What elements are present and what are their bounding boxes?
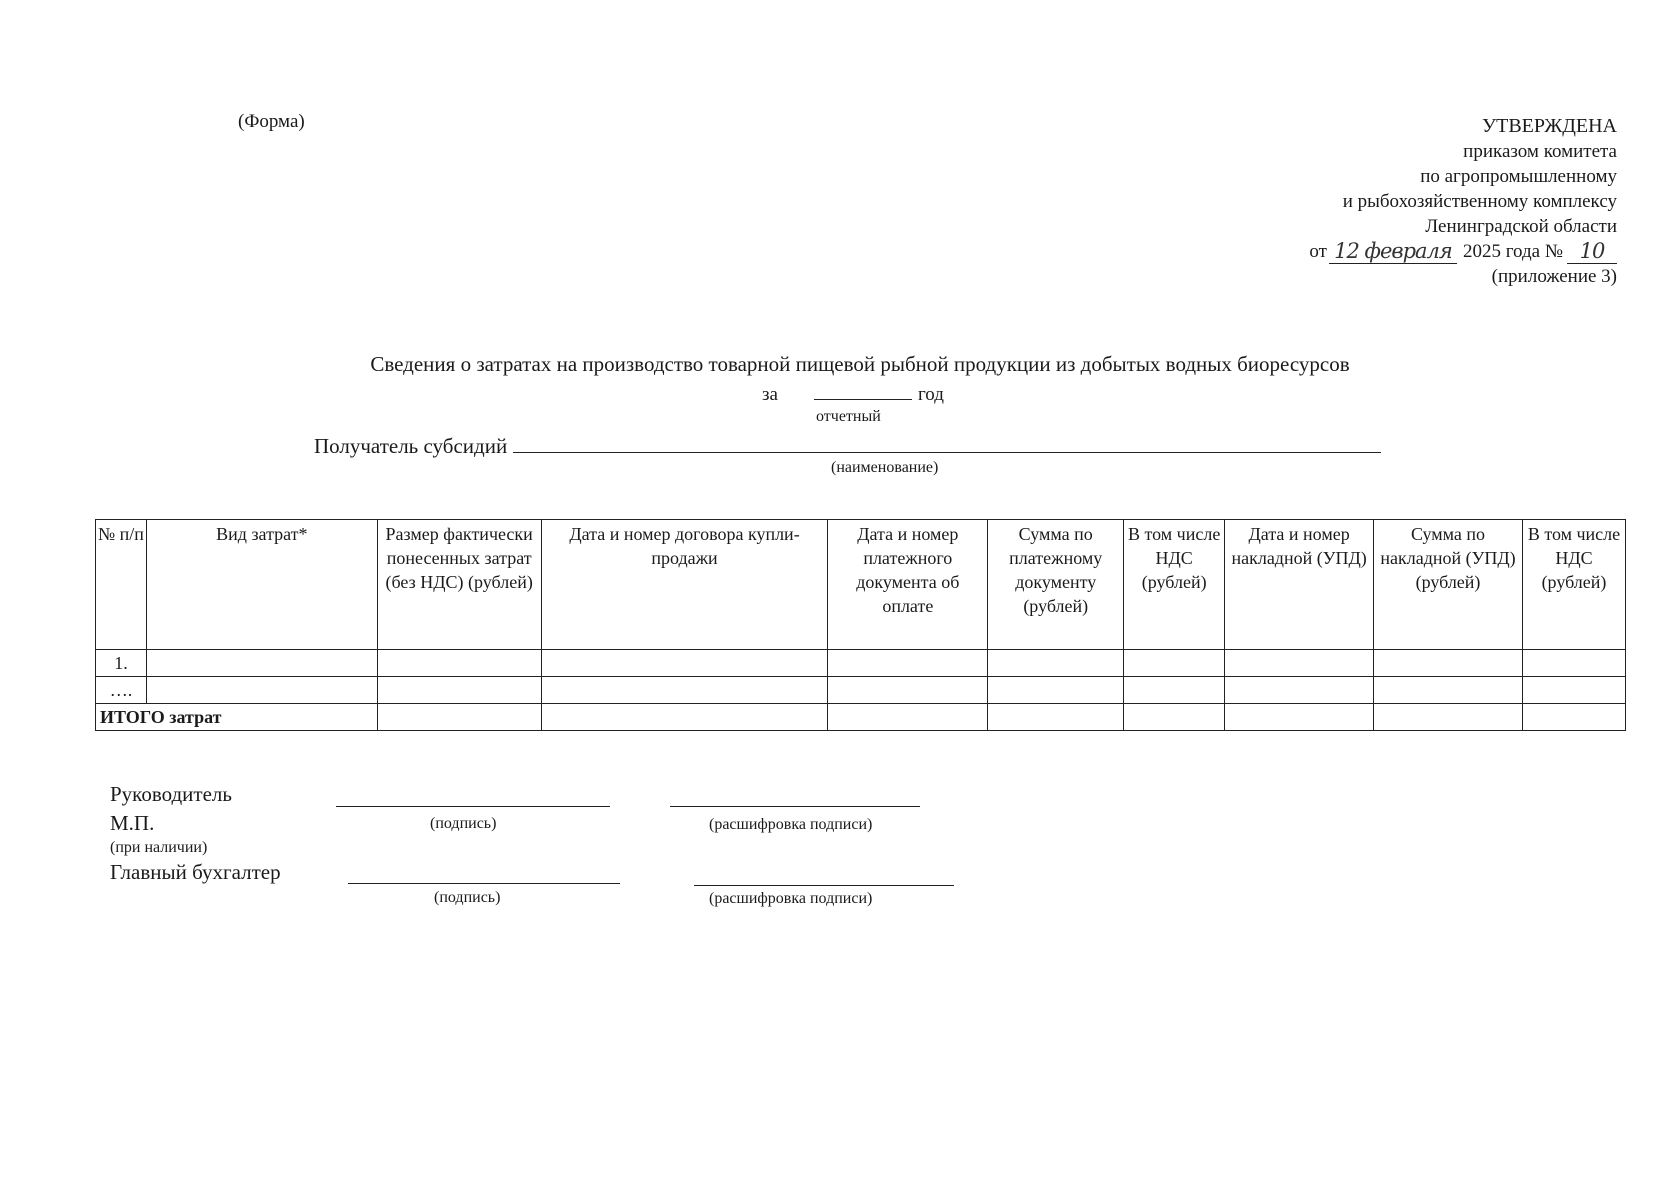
column-header: Дата и номер договора купли-продажи	[541, 520, 828, 650]
stamp-label: М.П.	[110, 811, 155, 835]
recipient-line	[314, 430, 1381, 459]
head-signature-caption: (подпись)	[430, 815, 497, 832]
accountant-decoding-caption: (расшифровка подписи)	[709, 890, 873, 907]
recipient-label: Получатель субсидий	[314, 434, 508, 458]
head-label: Руководитель	[110, 782, 232, 806]
table-cell[interactable]	[146, 677, 377, 704]
table-cell[interactable]	[377, 677, 541, 704]
document-heading: Сведения о затратах на производство товарной пищевой рыбной продукции из добытых водных биоресурсов	[370, 352, 1350, 376]
column-header: Сумма по платежному документу (рублей)	[988, 520, 1124, 650]
approval-date-line	[1197, 239, 1617, 264]
table-cell[interactable]	[1374, 677, 1523, 704]
form-label: (Форма)	[238, 111, 305, 132]
table-cell[interactable]	[1124, 677, 1225, 704]
accountant-signature-caption: (подпись)	[434, 889, 501, 906]
handwritten-date: 12 февраля	[1334, 239, 1452, 263]
year-text: 2025 года №	[1462, 241, 1563, 262]
table-cell[interactable]	[1522, 704, 1625, 731]
table-cell[interactable]	[146, 650, 377, 677]
table-cell[interactable]	[1374, 650, 1523, 677]
table-row	[96, 677, 1626, 704]
accountant-label: Главный бухгалтер	[110, 860, 281, 884]
costs-table	[95, 519, 1626, 731]
accountant-signature-line[interactable]	[348, 883, 620, 884]
table-cell[interactable]	[1522, 650, 1625, 677]
approval-title: УТВЕРЖДЕНА	[1481, 115, 1617, 137]
table-cell[interactable]	[828, 677, 988, 704]
table-cell[interactable]	[1225, 677, 1374, 704]
table-cell[interactable]	[377, 704, 541, 731]
approval-stamp	[1197, 114, 1617, 289]
table-cell[interactable]	[541, 650, 828, 677]
table-cell[interactable]	[541, 677, 828, 704]
table-cell[interactable]	[541, 704, 828, 731]
table-cell[interactable]	[1374, 704, 1523, 731]
head-signature-line[interactable]	[336, 806, 610, 807]
table-header-row	[96, 520, 1626, 650]
column-header: В том числе НДС (рублей)	[1124, 520, 1225, 650]
column-header: Сумма по накладной (УПД) (рублей)	[1374, 520, 1523, 650]
total-row	[96, 704, 1626, 731]
date-prefix: от	[1309, 241, 1327, 262]
period-caption: отчетный	[816, 408, 881, 425]
approval-line: и рыбохозяйственному комплексу	[1342, 191, 1617, 212]
approval-line: по агропромышленному	[1420, 166, 1617, 187]
table-cell[interactable]	[828, 650, 988, 677]
row-number: ….	[96, 677, 147, 704]
total-label: ИТОГО затрат	[96, 704, 378, 731]
head-decoding-caption: (расшифровка подписи)	[709, 816, 873, 833]
table-row	[96, 650, 1626, 677]
column-header: Дата и номер накладной (УПД)	[1225, 520, 1374, 650]
table-cell[interactable]	[828, 704, 988, 731]
period-year-field[interactable]	[814, 381, 912, 400]
accountant-decoding-line[interactable]	[694, 885, 954, 886]
approval-line: приказом комитета	[1463, 141, 1617, 162]
column-header: Размер фактически понесенных затрат (без НДС) (рублей)	[377, 520, 541, 650]
period-prefix: за	[762, 384, 778, 405]
table-cell[interactable]	[1225, 650, 1374, 677]
table-cell[interactable]	[988, 704, 1124, 731]
table-cell[interactable]	[377, 650, 541, 677]
approval-line: Ленинградской области	[1425, 216, 1617, 237]
table-cell[interactable]	[988, 650, 1124, 677]
column-header: Дата и номер платежного документа об оплате	[828, 520, 988, 650]
table-cell[interactable]	[988, 677, 1124, 704]
head-decoding-line[interactable]	[670, 806, 920, 807]
period-line	[762, 381, 944, 406]
table-cell[interactable]	[1522, 677, 1625, 704]
column-header: Вид затрат*	[146, 520, 377, 650]
period-suffix: год	[917, 384, 944, 405]
column-header: В том числе НДС (рублей)	[1522, 520, 1625, 650]
appendix-note: (приложение 3)	[1491, 266, 1617, 287]
recipient-name-field[interactable]	[513, 430, 1381, 453]
recipient-caption: (наименование)	[831, 459, 939, 476]
table-cell[interactable]	[1124, 704, 1225, 731]
stamp-note: (при наличии)	[110, 839, 208, 856]
column-header: № п/п	[96, 520, 147, 650]
handwritten-number: 10	[1579, 239, 1605, 263]
table-cell[interactable]	[1124, 650, 1225, 677]
row-number: 1.	[96, 650, 147, 677]
table-cell[interactable]	[1225, 704, 1374, 731]
